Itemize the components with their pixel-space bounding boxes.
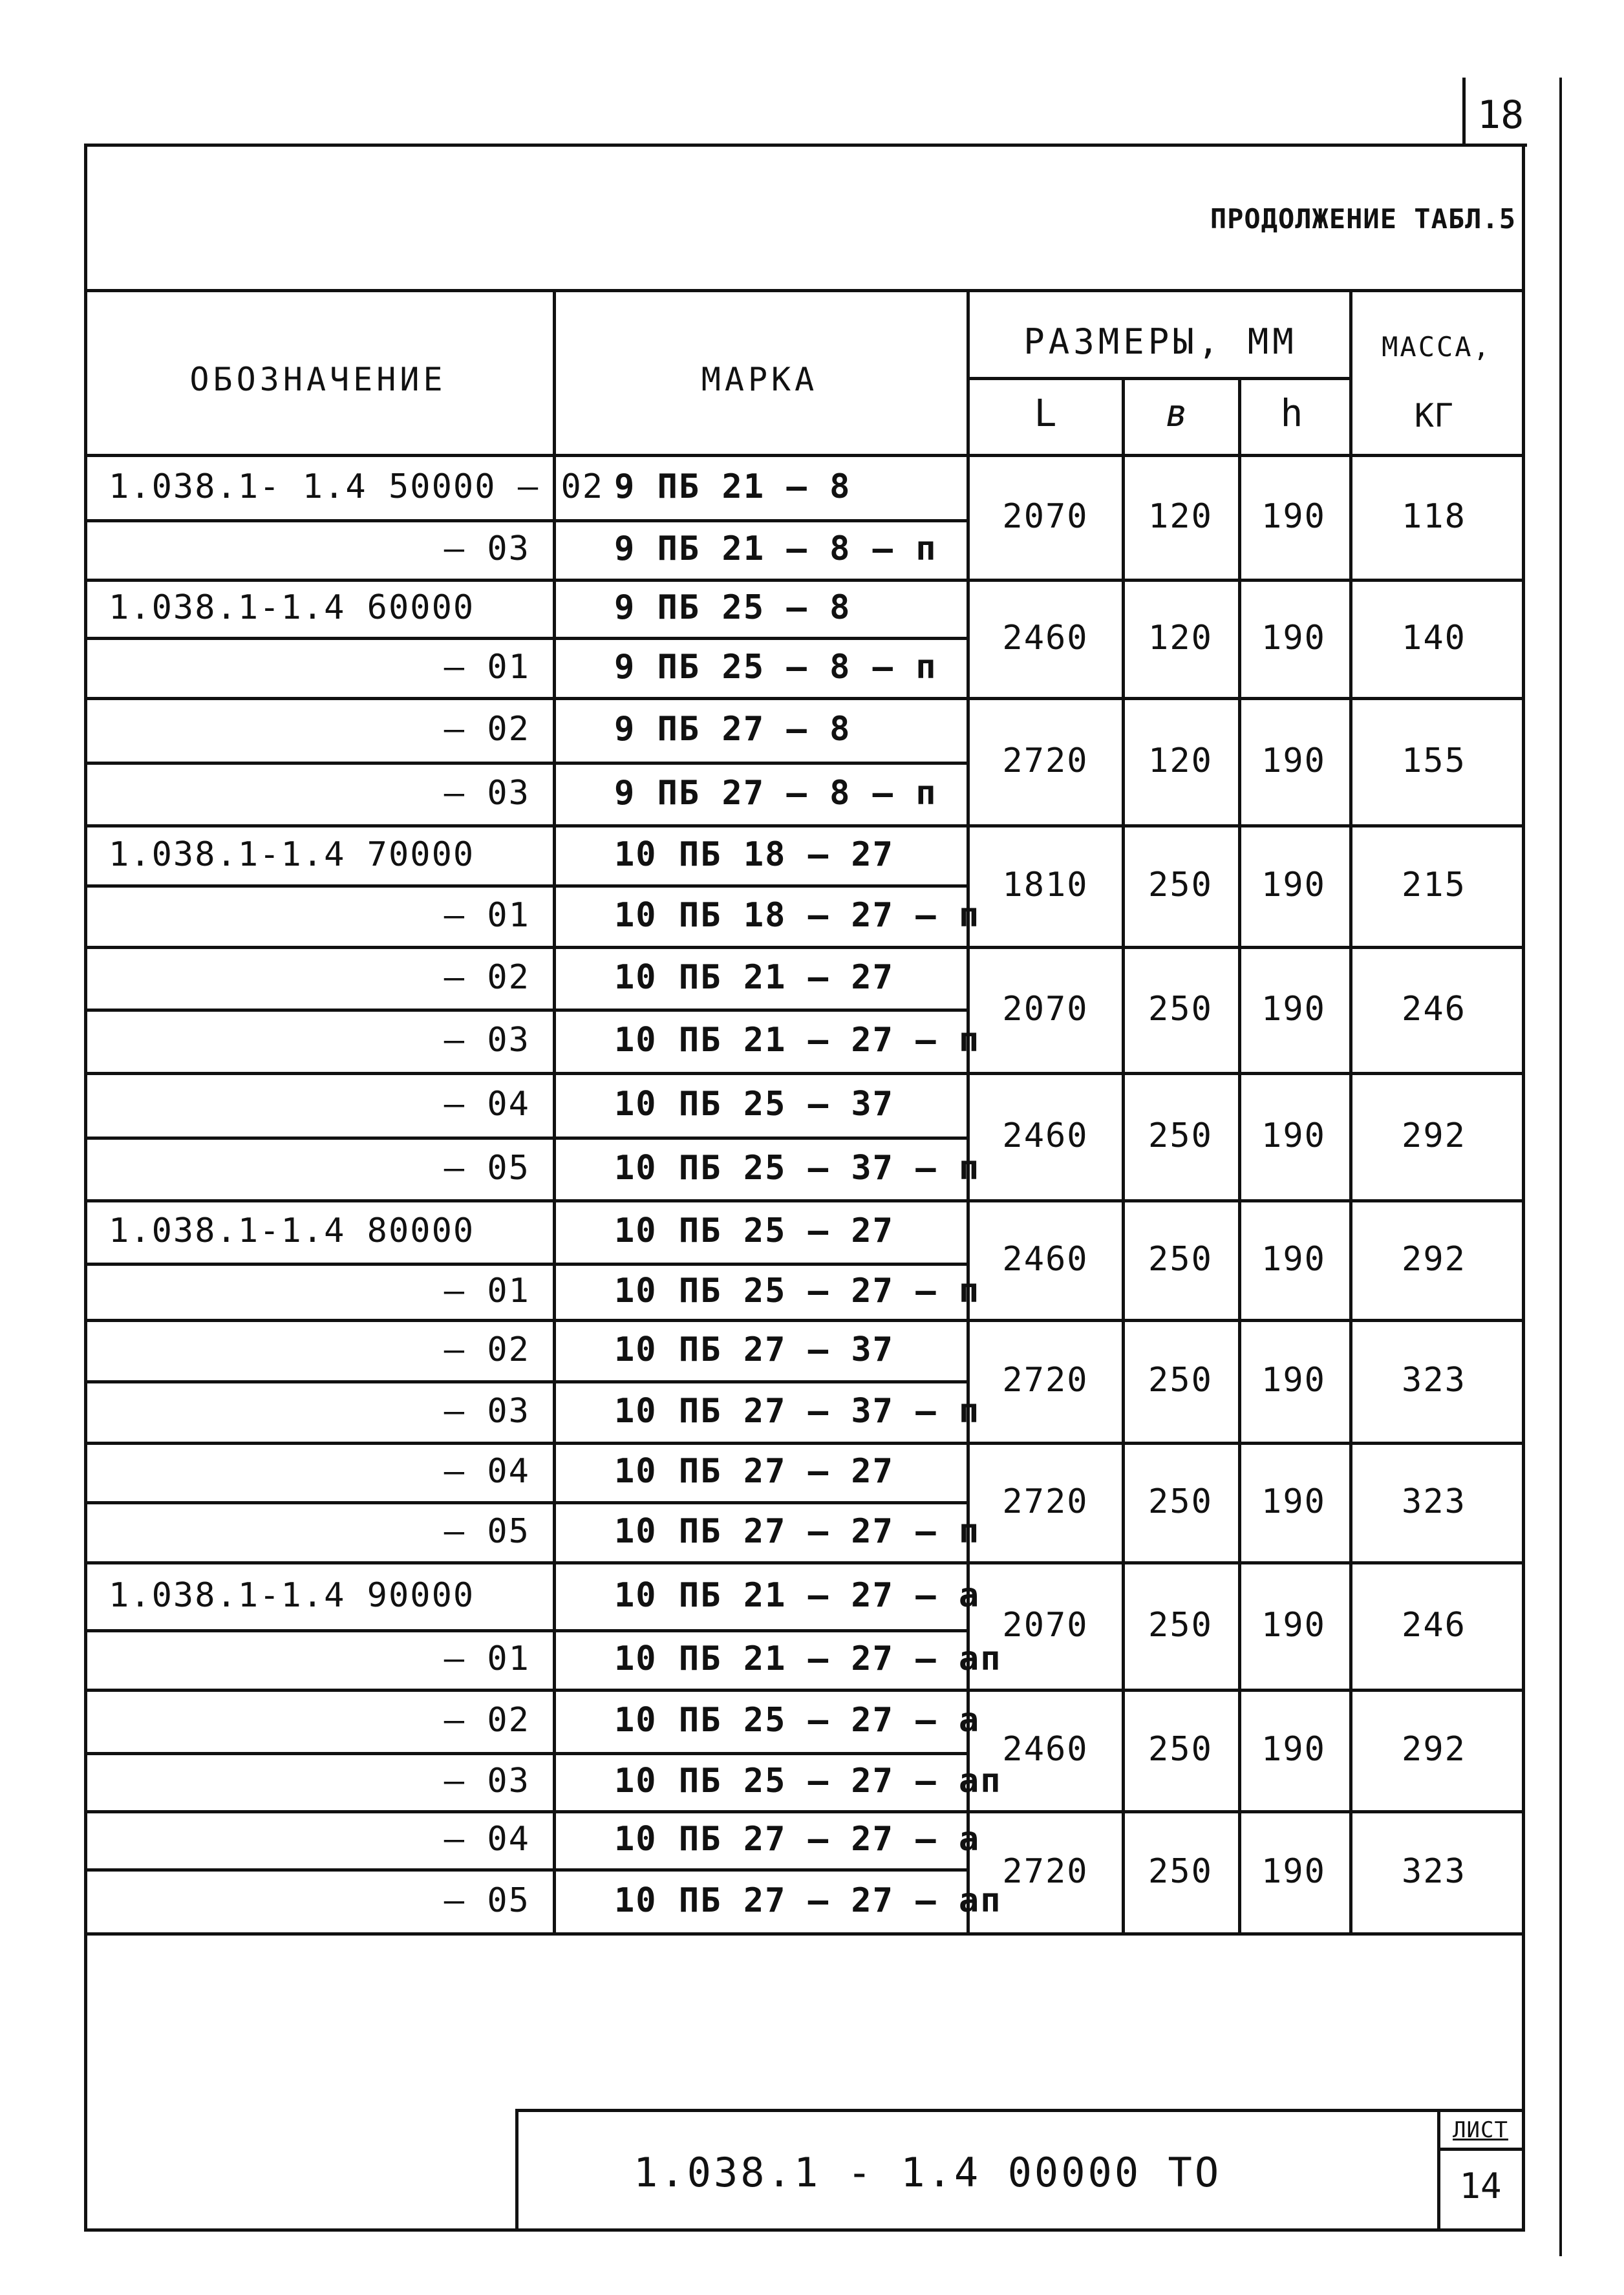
right-margin-line xyxy=(1559,78,1562,2256)
sheet-number: 14 xyxy=(1459,2166,1502,2206)
mass-value: 323 xyxy=(1402,1852,1466,1891)
designation-cell: – 04 xyxy=(443,1820,530,1859)
row-divider xyxy=(84,697,968,700)
page-number-divider xyxy=(1462,78,1466,145)
designation-cell: – 02 xyxy=(443,957,530,997)
mass-value: 292 xyxy=(1402,1116,1466,1155)
row-divider xyxy=(84,579,968,582)
height-value: 190 xyxy=(1261,741,1326,780)
designation-cell: – 01 xyxy=(443,1271,530,1310)
width-value: 120 xyxy=(1148,496,1213,536)
mass-value: 140 xyxy=(1402,618,1466,657)
mark-cell: 9 ПБ 25 – 8 xyxy=(614,588,851,627)
height-value: 190 xyxy=(1261,1852,1326,1891)
length-value: 2720 xyxy=(1002,1361,1089,1400)
mark-cell: 10 ПБ 25 – 27 – ап xyxy=(614,1762,1002,1800)
designation-cell: – 03 xyxy=(443,529,530,568)
document-code: 1.038.1 - 1.4 00000 ТО xyxy=(634,2149,1222,2196)
group-divider xyxy=(968,1072,1525,1075)
length-value: 1810 xyxy=(1002,866,1089,904)
designation-cell: – 05 xyxy=(443,1148,530,1188)
group-divider xyxy=(968,946,1525,949)
mark-cell: 10 ПБ 25 – 27 – п xyxy=(614,1271,981,1310)
group-divider xyxy=(968,1319,1525,1322)
mark-cell: 10 ПБ 27 – 27 xyxy=(614,1452,894,1491)
height-value: 190 xyxy=(1261,989,1326,1029)
header-mark: МАРКА xyxy=(701,361,818,398)
length-value: 2070 xyxy=(1002,989,1089,1029)
title-block-sheet-divider xyxy=(1437,2109,1440,2232)
row-divider xyxy=(84,1442,968,1445)
header-L: L xyxy=(1034,391,1057,435)
designation-cell: – 04 xyxy=(443,1085,530,1124)
row-divider xyxy=(84,1263,968,1266)
page-number: 18 xyxy=(1477,92,1524,138)
group-divider xyxy=(968,579,1525,582)
mark-cell: 10 ПБ 21 – 27 – а xyxy=(614,1575,981,1615)
title-block-sheet-line xyxy=(1437,2148,1525,2151)
designation-cell: – 01 xyxy=(443,647,530,687)
mark-cell: 10 ПБ 18 – 27 xyxy=(614,835,894,874)
row-divider xyxy=(84,884,968,888)
row-divider xyxy=(84,1009,968,1012)
designation-cell: 1.038.1- 1.4 50000 – 02 xyxy=(109,467,604,506)
group-divider xyxy=(968,1810,1525,1813)
header-b: в xyxy=(1165,391,1188,435)
frame-bottom xyxy=(84,2228,1525,2232)
length-value: 2720 xyxy=(1002,741,1089,780)
mark-cell: 10 ПБ 27 – 37 xyxy=(614,1330,894,1369)
width-value: 250 xyxy=(1148,1730,1213,1769)
mark-cell: 10 ПБ 25 – 37 xyxy=(614,1085,894,1124)
mass-value: 155 xyxy=(1402,741,1466,780)
mark-cell: 10 ПБ 18 – 27 – п xyxy=(614,895,981,935)
length-value: 2460 xyxy=(1002,1116,1089,1155)
width-value: 250 xyxy=(1148,1852,1213,1891)
length-value: 2460 xyxy=(1002,1730,1089,1769)
row-divider xyxy=(84,824,968,827)
mark-cell: 9 ПБ 21 – 8 xyxy=(614,467,851,506)
height-value: 190 xyxy=(1261,1116,1326,1155)
row-divider xyxy=(84,1561,968,1564)
col-divider-b xyxy=(1238,377,1241,1936)
group-divider xyxy=(968,1199,1525,1202)
col-divider-L xyxy=(1122,377,1125,1936)
height-value: 190 xyxy=(1261,496,1326,536)
width-value: 250 xyxy=(1148,1605,1213,1645)
mark-cell: 9 ПБ 21 – 8 – п xyxy=(614,529,937,568)
mass-value: 323 xyxy=(1402,1482,1466,1521)
row-divider xyxy=(84,1072,968,1075)
mark-cell: 10 ПБ 21 – 27 – п xyxy=(614,1021,981,1060)
group-divider xyxy=(968,824,1525,827)
mark-cell: 9 ПБ 27 – 8 – п xyxy=(614,773,937,813)
header-h: h xyxy=(1280,391,1303,435)
mass-value: 292 xyxy=(1402,1730,1466,1769)
designation-cell: – 01 xyxy=(443,1639,530,1678)
height-value: 190 xyxy=(1261,866,1326,904)
frame-top xyxy=(84,144,1527,147)
row-divider xyxy=(84,1501,968,1504)
designation-cell: – 05 xyxy=(443,1511,530,1551)
row-divider xyxy=(84,1199,968,1202)
row-divider xyxy=(84,1689,968,1692)
width-value: 120 xyxy=(1148,618,1213,657)
designation-cell: 1.038.1-1.4 80000 xyxy=(109,1212,475,1250)
length-value: 2070 xyxy=(1002,496,1089,536)
designation-cell: – 03 xyxy=(443,1391,530,1431)
header-mass-unit: КГ xyxy=(1414,397,1454,434)
height-value: 190 xyxy=(1261,1482,1326,1521)
length-value: 2460 xyxy=(1002,1239,1089,1279)
row-divider xyxy=(84,1319,968,1322)
designation-cell: – 02 xyxy=(443,1701,530,1740)
row-divider xyxy=(84,1868,968,1872)
length-value: 2720 xyxy=(1002,1482,1089,1521)
designation-cell: – 05 xyxy=(443,1881,530,1920)
height-value: 190 xyxy=(1261,1605,1326,1645)
row-divider xyxy=(84,946,968,949)
title-block-top xyxy=(515,2109,1525,2112)
width-value: 250 xyxy=(1148,1116,1213,1155)
height-value: 190 xyxy=(1261,618,1326,657)
row-divider xyxy=(84,1752,968,1755)
mark-cell: 9 ПБ 27 – 8 xyxy=(614,710,851,749)
designation-cell: – 01 xyxy=(443,895,530,935)
mass-value: 292 xyxy=(1402,1239,1466,1279)
row-divider xyxy=(84,1380,968,1383)
width-value: 120 xyxy=(1148,741,1213,780)
height-value: 190 xyxy=(1261,1239,1326,1279)
row-divider xyxy=(84,762,968,765)
header-bottom-line xyxy=(84,454,1525,457)
designation-cell: 1.038.1-1.4 60000 xyxy=(109,588,475,627)
mark-cell: 10 ПБ 25 – 27 – а xyxy=(614,1701,981,1740)
designation-cell: – 04 xyxy=(443,1452,530,1491)
group-divider xyxy=(968,1689,1525,1692)
row-divider xyxy=(84,519,968,522)
height-value: 190 xyxy=(1261,1361,1326,1400)
designation-cell: 1.038.1-1.4 70000 xyxy=(109,835,475,874)
mass-value: 215 xyxy=(1402,866,1466,904)
width-value: 250 xyxy=(1148,989,1213,1029)
mark-cell: 10 ПБ 21 – 27 – ап xyxy=(614,1639,1002,1678)
designation-cell: – 03 xyxy=(443,1762,530,1800)
title-block-left xyxy=(515,2109,518,2232)
group-divider xyxy=(968,1561,1525,1564)
row-divider xyxy=(84,637,968,640)
mark-cell: 9 ПБ 25 – 8 – п xyxy=(614,647,937,687)
mass-value: 246 xyxy=(1402,1605,1466,1645)
header-mass: МАССА, xyxy=(1382,331,1491,363)
mark-cell: 10 ПБ 25 – 27 xyxy=(614,1212,894,1250)
row-divider xyxy=(84,1137,968,1140)
length-value: 2720 xyxy=(1002,1852,1089,1891)
mark-cell: 10 ПБ 27 – 27 – а xyxy=(614,1820,981,1859)
group-divider xyxy=(968,1442,1525,1445)
mark-cell: 10 ПБ 27 – 37 – п xyxy=(614,1391,981,1431)
width-value: 250 xyxy=(1148,1239,1213,1279)
table-caption: ПРОДОЛЖЕНИЕ ТАБЛ.5 xyxy=(1210,203,1516,235)
table-top-line xyxy=(84,289,1525,292)
mass-value: 246 xyxy=(1402,989,1466,1029)
row-divider xyxy=(84,1810,968,1813)
header-sub-line xyxy=(968,377,1352,380)
header-designation: ОБОЗНАЧЕНИЕ xyxy=(189,361,447,398)
mark-cell: 10 ПБ 27 – 27 – ап xyxy=(614,1881,1002,1920)
mark-cell: 10 ПБ 27 – 27 – п xyxy=(614,1511,981,1551)
mark-cell: 10 ПБ 21 – 27 xyxy=(614,957,894,997)
row-divider xyxy=(84,1629,968,1632)
designation-cell: – 03 xyxy=(443,773,530,813)
width-value: 250 xyxy=(1148,1482,1213,1521)
designation-cell: 1.038.1-1.4 90000 xyxy=(109,1575,475,1615)
table-bottom-line xyxy=(84,1932,1525,1936)
width-value: 250 xyxy=(1148,1361,1213,1400)
group-divider xyxy=(968,697,1525,700)
header-dimensions: РАЗМЕРЫ, ММ xyxy=(1023,321,1298,362)
length-value: 2460 xyxy=(1002,618,1089,657)
mass-value: 323 xyxy=(1402,1361,1466,1400)
designation-cell: – 02 xyxy=(443,710,530,749)
height-value: 190 xyxy=(1261,1730,1326,1769)
sheet-label: ЛИСТ xyxy=(1453,2117,1508,2143)
length-value: 2070 xyxy=(1002,1605,1089,1645)
mass-value: 118 xyxy=(1402,496,1466,536)
designation-cell: – 02 xyxy=(443,1330,530,1369)
mark-cell: 10 ПБ 25 – 37 – п xyxy=(614,1148,981,1188)
width-value: 250 xyxy=(1148,866,1213,904)
designation-cell: – 03 xyxy=(443,1021,530,1060)
